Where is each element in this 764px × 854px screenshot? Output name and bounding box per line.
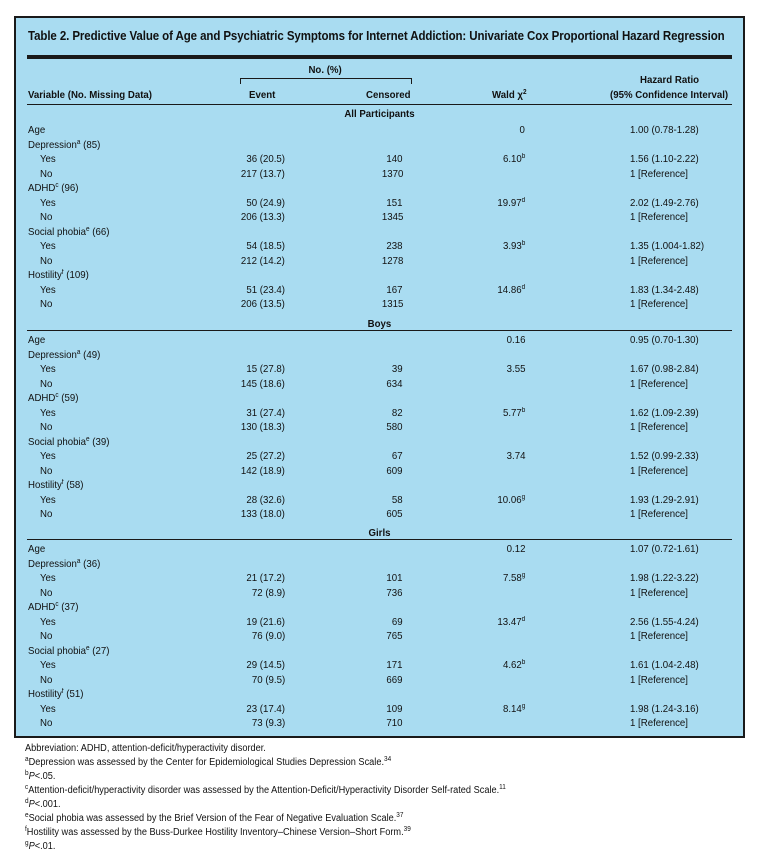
hazard-ratio-cell: 1 [Reference] bbox=[630, 630, 689, 642]
hazard-ratio-cell: 1 [Reference] bbox=[630, 673, 689, 686]
event-cell: 36 (20.5) bbox=[246, 153, 285, 165]
footnote-mark: b bbox=[521, 153, 525, 160]
censored-cell: 109 bbox=[386, 702, 403, 715]
footnote-mark: d bbox=[25, 798, 29, 805]
p-symbol: P bbox=[28, 771, 35, 782]
wald-cell: 19.97$^d$ bbox=[497, 196, 525, 209]
wald-header-sup: 2 bbox=[522, 89, 527, 96]
table-row bbox=[16, 283, 743, 297]
censored-cell: 609 bbox=[386, 464, 403, 477]
hazard-ratio-cell: 1 [Reference] bbox=[630, 167, 689, 180]
variable-cell: No bbox=[40, 421, 53, 433]
table-row bbox=[16, 239, 743, 253]
table-row bbox=[16, 362, 743, 376]
table-row bbox=[16, 600, 743, 614]
hazard-ratio-cell: 1.83 (1.34-2.48) bbox=[630, 283, 699, 296]
censored-header: Censored bbox=[366, 89, 411, 101]
censored-cell: 669 bbox=[386, 673, 403, 686]
table-row bbox=[16, 210, 743, 224]
variable-cell: ADHD$^c$ (96) bbox=[28, 182, 79, 194]
variable-cell: Hostility$^f$ (51) bbox=[28, 688, 84, 700]
table-row bbox=[16, 615, 743, 629]
censored-cell: 151 bbox=[386, 196, 403, 209]
event-cell: 31 (27.4) bbox=[246, 406, 285, 419]
table-row bbox=[16, 225, 743, 239]
wald-cell: 10.06$^g$ bbox=[497, 493, 525, 506]
censored-cell: 710 bbox=[386, 717, 403, 729]
footnote-line: $^a$Depression was assessed by the Center for Epidemiological Studies Depression Scale.$^{34}$ bbox=[25, 756, 392, 768]
reference-mark: 37 bbox=[396, 812, 404, 819]
event-cell: 142 (18.9) bbox=[240, 464, 285, 477]
table-row bbox=[16, 297, 743, 311]
variable-cell: Yes bbox=[40, 615, 56, 628]
variable-cell: Depression$^a$ (36) bbox=[28, 557, 101, 570]
variable-cell: ADHD$^c$ (37) bbox=[28, 601, 79, 613]
variable-cell: Social phobia$^e$ (39) bbox=[28, 435, 110, 448]
censored-cell: 167 bbox=[386, 283, 403, 296]
hazard-ratio-cell: 2.02 (1.49-2.76) bbox=[630, 196, 699, 209]
censored-cell: 171 bbox=[386, 659, 403, 671]
censored-cell: 39 bbox=[392, 363, 403, 375]
hazard-ratio-cell: 1 [Reference] bbox=[630, 586, 689, 599]
footnote-mark: b bbox=[25, 770, 29, 777]
footnote-line: $^f$Hostility was assessed by the Buss-Durkee Hostility Inventory–Chinese Version–Short Form.$^{39}$ bbox=[25, 826, 411, 838]
variable-cell: Age bbox=[28, 334, 46, 346]
censored-cell: 580 bbox=[386, 421, 403, 433]
table-panel bbox=[14, 16, 745, 738]
table-row bbox=[16, 254, 743, 268]
variable-cell: Age bbox=[28, 124, 46, 136]
variable-cell: Yes bbox=[40, 153, 56, 165]
footnote-line: $^b$P<.05. bbox=[25, 770, 56, 782]
footnote-mark: a bbox=[76, 557, 81, 565]
footnote-mark: c bbox=[55, 601, 59, 608]
variable-cell: Yes bbox=[40, 196, 56, 209]
variable-cell: Depression$^a$ (85) bbox=[28, 138, 101, 151]
footnote-mark: b bbox=[521, 240, 525, 247]
event-cell: 70 (9.5) bbox=[251, 673, 285, 686]
table-row bbox=[16, 687, 743, 701]
event-cell: 25 (27.2) bbox=[246, 450, 285, 462]
event-header: Event bbox=[249, 89, 276, 101]
footnote-mark: a bbox=[76, 138, 81, 146]
censored-cell: 1315 bbox=[381, 298, 403, 310]
event-cell: 54 (18.5) bbox=[246, 240, 285, 252]
censored-cell: 765 bbox=[386, 630, 403, 642]
footnote-mark: c bbox=[55, 392, 59, 399]
table-row bbox=[16, 138, 743, 152]
reference-mark: 39 bbox=[403, 826, 411, 833]
hr-header-line1: Hazard Ratio bbox=[640, 74, 700, 86]
table-row bbox=[16, 391, 743, 405]
table-row bbox=[16, 493, 743, 507]
wald-cell: 4.62$^b$ bbox=[502, 659, 525, 671]
event-cell: 206 (13.5) bbox=[240, 298, 285, 310]
variable-header: Variable (No. Missing Data) bbox=[28, 89, 153, 101]
variable-cell: ADHD$^c$ (59) bbox=[28, 392, 79, 404]
hazard-ratio-cell: 1 [Reference] bbox=[630, 298, 689, 310]
table-row bbox=[16, 152, 743, 166]
wald-cell: 7.58$^g$ bbox=[502, 572, 525, 584]
table-row bbox=[16, 571, 743, 585]
section-label: Girls bbox=[368, 527, 391, 539]
footnote-mark: e bbox=[86, 435, 90, 443]
footnote-mark: f bbox=[61, 479, 64, 486]
variable-cell: No bbox=[40, 464, 53, 477]
variable-cell: Yes bbox=[40, 659, 56, 671]
footnote-line: $^e$Social phobia was assessed by the Brief Version of the Fear of Negative Evaluation Scale.$^{37}$ bbox=[25, 812, 404, 824]
event-cell: 29 (14.5) bbox=[246, 659, 285, 671]
variable-cell: Yes bbox=[40, 363, 56, 375]
footnote-mark: g bbox=[521, 493, 525, 501]
header-rule bbox=[27, 104, 732, 105]
footnote-mark: e bbox=[25, 812, 29, 819]
variable-cell: No bbox=[40, 254, 53, 267]
footnote-mark: f bbox=[61, 269, 64, 276]
variable-cell: Yes bbox=[40, 240, 56, 252]
censored-cell: 1345 bbox=[381, 211, 403, 223]
footnote-mark: f bbox=[25, 826, 27, 833]
event-cell: 217 (13.7) bbox=[240, 167, 285, 180]
table-row bbox=[16, 658, 743, 672]
footnote-mark: a bbox=[25, 756, 29, 763]
censored-cell: 1370 bbox=[381, 167, 403, 180]
table-row bbox=[16, 348, 743, 362]
table-row bbox=[16, 629, 743, 643]
table-row bbox=[16, 333, 743, 347]
hazard-ratio-cell: 1.00 (0.78-1.28) bbox=[630, 124, 699, 136]
wald-cell: 0.12 bbox=[506, 543, 525, 555]
wald-cell: 0.16 bbox=[506, 334, 525, 346]
table-row bbox=[16, 586, 743, 600]
section-rule bbox=[27, 330, 732, 331]
table-row bbox=[16, 420, 743, 434]
event-cell: 212 (14.2) bbox=[240, 254, 285, 267]
variable-cell: Hostility$^f$ (58) bbox=[28, 479, 84, 491]
footnotes bbox=[25, 742, 506, 854]
variable-cell: No bbox=[40, 630, 53, 642]
censored-cell: 605 bbox=[386, 508, 403, 520]
variable-cell: Age bbox=[28, 543, 46, 555]
table-row bbox=[16, 557, 743, 571]
censored-cell: 82 bbox=[392, 406, 403, 419]
hazard-ratio-cell: 1.61 (1.04-2.48) bbox=[630, 659, 699, 671]
table-row bbox=[16, 478, 743, 492]
variable-cell: Yes bbox=[40, 572, 56, 584]
event-cell: 145 (18.6) bbox=[240, 377, 285, 390]
wald-cell: 6.10$^b$ bbox=[502, 153, 525, 165]
wald-cell: 3.74 bbox=[506, 450, 525, 462]
hazard-ratio-cell: 1.52 (0.99-2.33) bbox=[630, 450, 699, 462]
censored-cell: 736 bbox=[386, 586, 403, 599]
event-cell: 206 (13.3) bbox=[240, 211, 285, 223]
variable-cell: Yes bbox=[40, 406, 56, 419]
table-row bbox=[16, 196, 743, 210]
footnote-mark: g bbox=[25, 840, 29, 847]
hazard-ratio-cell: 1.56 (1.10-2.22) bbox=[630, 153, 699, 165]
table-row bbox=[16, 167, 743, 181]
variable-cell: Social phobia$^e$ (27) bbox=[28, 644, 110, 657]
section-label: All Participants bbox=[344, 108, 415, 120]
hazard-ratio-cell: 1.98 (1.22-3.22) bbox=[630, 572, 699, 584]
table-title: Table 2. Predictive Value of Age and Psychiatric Symptoms for Internet Addiction: Univariate Cox Proportional Hazard Regression bbox=[28, 29, 725, 43]
p-symbol: P bbox=[28, 841, 35, 852]
hazard-ratio-cell: 1.93 (1.29-2.91) bbox=[630, 493, 699, 506]
event-cell: 130 (18.3) bbox=[240, 421, 285, 433]
censored-cell: 1278 bbox=[381, 254, 403, 267]
hazard-ratio-cell: 1.07 (0.72-1.61) bbox=[630, 543, 699, 555]
variable-cell: No bbox=[40, 377, 53, 390]
footnote-mark: c bbox=[25, 784, 29, 791]
variable-cell: Depression$^a$ (49) bbox=[28, 348, 101, 361]
wald-header-text: Wald χ bbox=[492, 89, 523, 101]
title-rule bbox=[27, 55, 732, 59]
wald-header bbox=[492, 89, 527, 101]
footnote-mark: a bbox=[76, 348, 81, 356]
table-row bbox=[16, 716, 743, 730]
event-cell: 21 (17.2) bbox=[246, 572, 285, 584]
hazard-ratio-cell: 1 [Reference] bbox=[630, 377, 689, 390]
variable-cell: No bbox=[40, 211, 53, 223]
footnote-mark: b bbox=[521, 406, 525, 414]
hazard-ratio-cell: 2.56 (1.55-4.24) bbox=[630, 615, 699, 628]
hazard-ratio-cell: 1 [Reference] bbox=[630, 421, 689, 433]
section-rule bbox=[27, 539, 732, 540]
table-row bbox=[16, 464, 743, 478]
variable-cell: No bbox=[40, 167, 53, 180]
wald-cell: 13.47$^d$ bbox=[497, 615, 525, 628]
variable-cell: Social phobia$^e$ (66) bbox=[28, 225, 110, 238]
table-row bbox=[16, 507, 743, 521]
event-cell: 50 (24.9) bbox=[246, 196, 285, 209]
footnote-mark: d bbox=[521, 283, 525, 291]
section-label: Boys bbox=[367, 318, 392, 330]
footnote-line: Abbreviation: ADHD, attention-deficit/hyperactivity disorder. bbox=[25, 743, 266, 754]
table-row bbox=[16, 449, 743, 463]
event-cell: 72 (8.9) bbox=[251, 586, 285, 599]
table-row bbox=[16, 542, 743, 556]
variable-cell: No bbox=[40, 673, 53, 686]
hazard-ratio-cell: 1.62 (1.09-2.39) bbox=[630, 406, 699, 419]
censored-cell: 140 bbox=[386, 153, 403, 165]
hazard-ratio-cell: 1 [Reference] bbox=[630, 211, 689, 223]
wald-cell: 14.86$^d$ bbox=[497, 283, 525, 296]
table-row bbox=[16, 268, 743, 282]
reference-mark: 34 bbox=[384, 756, 392, 763]
hazard-ratio-cell: 0.95 (0.70-1.30) bbox=[630, 334, 699, 346]
hazard-ratio-cell: 1 [Reference] bbox=[630, 254, 689, 267]
wald-cell: 0 bbox=[519, 124, 525, 136]
footnote-mark: e bbox=[86, 644, 90, 652]
variable-cell: Yes bbox=[40, 450, 56, 462]
wald-cell: 3.93$^b$ bbox=[502, 240, 525, 252]
footnote-mark: g bbox=[521, 572, 525, 579]
table-row bbox=[16, 644, 743, 658]
wald-cell: 5.77$^b$ bbox=[502, 406, 525, 419]
table-row bbox=[16, 435, 743, 449]
hazard-ratio-cell: 1.98 (1.24-3.16) bbox=[630, 702, 699, 715]
hazard-ratio-cell: 1.67 (0.98-2.84) bbox=[630, 363, 699, 375]
footnote-line: $^d$P<.001. bbox=[25, 798, 61, 810]
footnote-mark: f bbox=[61, 688, 64, 695]
variable-cell: Yes bbox=[40, 493, 56, 506]
variable-cell: No bbox=[40, 586, 53, 599]
footnote-mark: c bbox=[55, 182, 59, 189]
event-cell: 73 (9.3) bbox=[251, 717, 285, 729]
censored-cell: 67 bbox=[392, 450, 403, 462]
hr-header-line2: (95% Confidence Interval) bbox=[610, 89, 729, 101]
censored-cell: 101 bbox=[386, 572, 403, 584]
censored-cell: 238 bbox=[386, 240, 403, 252]
no-pct-header: No. (%) bbox=[308, 64, 342, 76]
wald-cell: 8.14$^g$ bbox=[502, 702, 525, 715]
censored-cell: 69 bbox=[392, 615, 403, 628]
footnote-mark: e bbox=[86, 225, 90, 233]
footnote-mark: b bbox=[521, 659, 525, 666]
hazard-ratio-cell: 1 [Reference] bbox=[630, 464, 689, 477]
variable-cell: No bbox=[40, 717, 53, 729]
variable-cell: Yes bbox=[40, 702, 56, 715]
event-cell: 51 (23.4) bbox=[246, 283, 285, 296]
variable-cell: Yes bbox=[40, 283, 56, 296]
table-row bbox=[16, 673, 743, 687]
table-row bbox=[16, 181, 743, 195]
event-cell: 23 (17.4) bbox=[246, 702, 285, 715]
hazard-ratio-cell: 1 [Reference] bbox=[630, 508, 689, 520]
event-cell: 76 (9.0) bbox=[251, 630, 285, 642]
event-cell: 133 (18.0) bbox=[240, 508, 285, 520]
variable-cell: No bbox=[40, 508, 53, 520]
footnote-line: $^c$Attention-deficit/hyperactivity disorder was assessed by the Attention-Deficit/Hyperactivity Disorder Self-rated Scale.$^{11}$ bbox=[25, 784, 506, 796]
variable-cell: Hostility$^f$ (109) bbox=[28, 269, 89, 281]
hazard-ratio-cell: 1.35 (1.004-1.82) bbox=[630, 240, 705, 252]
no-pct-bracket bbox=[240, 78, 412, 84]
footnote-line: $^g$P<.01. bbox=[25, 840, 56, 852]
table-row bbox=[16, 123, 743, 137]
footnote-mark: d bbox=[521, 196, 525, 204]
table-row bbox=[16, 406, 743, 420]
footnote-mark: d bbox=[521, 615, 525, 623]
reference-mark: 11 bbox=[499, 784, 506, 791]
censored-cell: 58 bbox=[392, 493, 403, 506]
variable-cell: No bbox=[40, 298, 53, 310]
censored-cell: 634 bbox=[386, 377, 403, 390]
wald-cell: 3.55 bbox=[506, 363, 525, 375]
hazard-ratio-cell: 1 [Reference] bbox=[630, 717, 689, 729]
event-cell: 19 (21.6) bbox=[246, 615, 285, 628]
event-cell: 28 (32.6) bbox=[246, 493, 285, 506]
p-symbol: P bbox=[28, 799, 35, 810]
event-cell: 15 (27.8) bbox=[246, 363, 285, 375]
table-row bbox=[16, 702, 743, 716]
table-row bbox=[16, 377, 743, 391]
footnote-mark: g bbox=[521, 702, 525, 710]
